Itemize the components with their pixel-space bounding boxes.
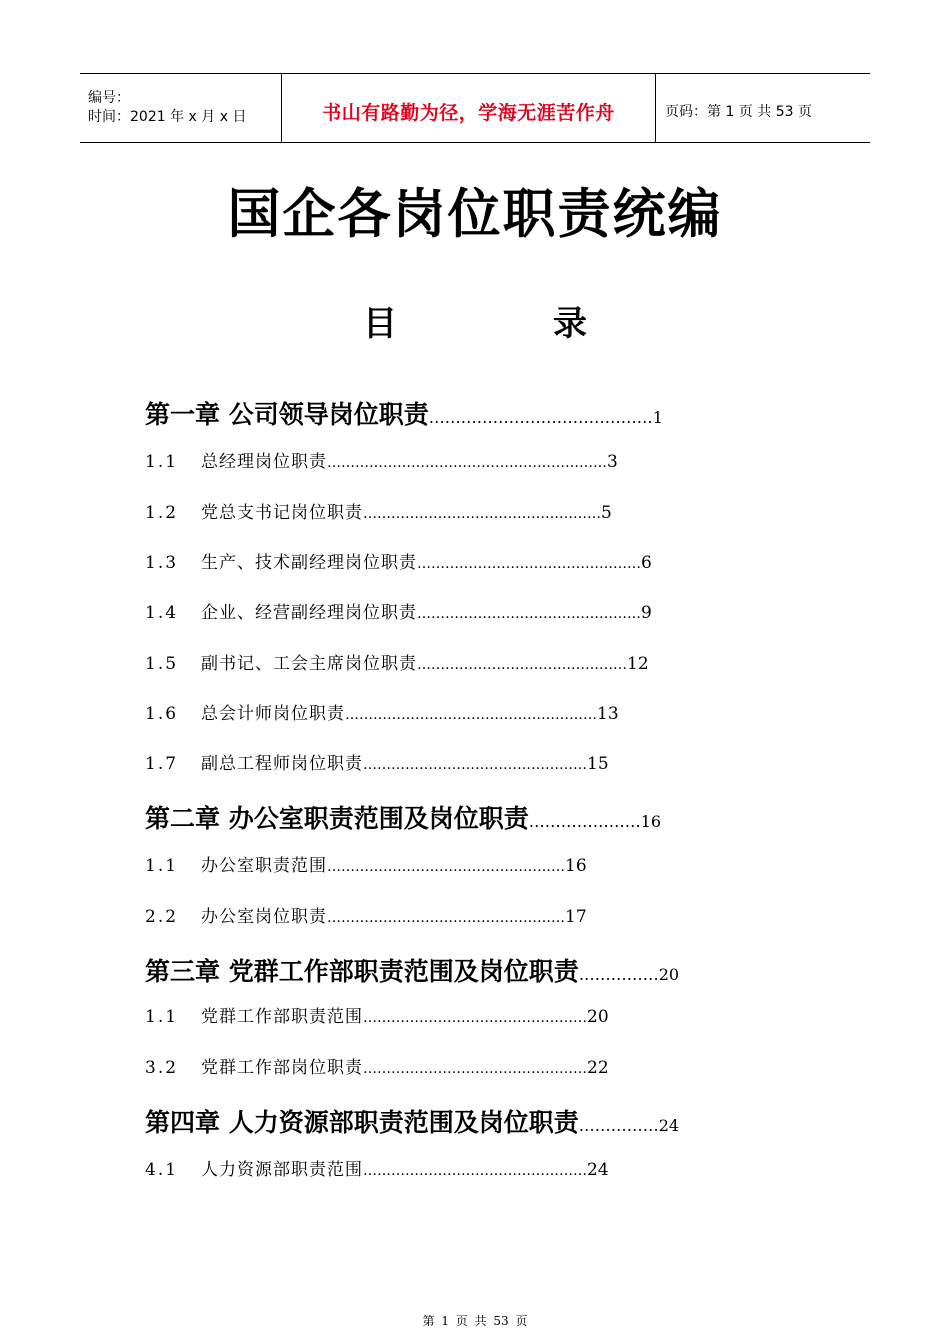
toc-entry-page: 6 — [641, 553, 652, 573]
toc-leader-dots: …………………………………………………… — [327, 455, 607, 471]
toc-entry-page: 1 — [652, 408, 663, 427]
toc-entry-page: 24 — [658, 1116, 680, 1135]
toc-leader-dots: ……………………………………………… — [345, 707, 597, 723]
toc-entry-page: 12 — [627, 654, 649, 674]
toc-entry-number: 1.2 — [145, 503, 179, 523]
document-title: 国企各岗位职责统编 — [227, 184, 723, 245]
toc-entry-number: 4.1 — [145, 1160, 179, 1180]
header-page-info: 页码：第 1 页 共 53 页 — [665, 104, 812, 120]
toc-section-entry[interactable] — [145, 598, 652, 623]
toc-entry-page: 20 — [658, 965, 680, 984]
toc-entry-number: 1.6 — [145, 704, 179, 724]
toc-leader-dots: …………… — [578, 965, 659, 984]
toc-chapter-entry[interactable] — [145, 395, 663, 431]
toc-leader-dots: …………………………………………… — [327, 910, 565, 926]
toc-leader-dots: ………………………………………… — [363, 1163, 587, 1179]
toc-entry-number: 1.3 — [145, 553, 179, 573]
toc-leader-dots: ………………………………………… — [363, 1010, 587, 1026]
toc-heading-char-2: 录 — [553, 304, 587, 344]
toc-entry-number: 3.2 — [145, 1058, 179, 1078]
toc-leader-dots: …………………………………… — [428, 408, 653, 427]
toc-section-entry[interactable] — [145, 902, 587, 927]
toc-entry-title: 办公室职责范围 — [201, 856, 327, 876]
toc-entry-page: 13 — [597, 704, 619, 724]
toc-section-entry[interactable] — [145, 447, 618, 472]
toc-section-entry[interactable] — [145, 851, 587, 876]
toc-entry-page: 3 — [607, 452, 618, 472]
toc-chapter-entry[interactable] — [145, 952, 679, 988]
toc-section-entry[interactable] — [145, 1053, 609, 1078]
toc-entry-number: 2.2 — [145, 907, 179, 927]
toc-leader-dots: …………… — [578, 1116, 659, 1135]
toc-section-entry[interactable] — [145, 548, 652, 573]
toc-leader-dots: ………………………………………… — [363, 757, 587, 773]
toc-section-entry[interactable] — [145, 498, 612, 523]
toc-entry-number: 1.1 — [145, 856, 179, 876]
toc-entry-title: 办公室岗位职责 — [201, 907, 327, 927]
toc-leader-dots: ………………………………………… — [363, 1061, 587, 1077]
toc-entry-number: 1.4 — [145, 603, 179, 623]
page-footer: 第 1 页 共 53 页 — [422, 1314, 528, 1328]
header-motto-cell — [282, 74, 656, 142]
toc-entry-title: 人力资源部职责范围 — [201, 1160, 363, 1180]
toc-heading-char-1: 目 — [363, 304, 397, 344]
toc-leader-dots: …………………………………………… — [327, 859, 565, 875]
toc-entry-title: 总会计师岗位职责 — [201, 704, 345, 724]
toc-section-entry[interactable] — [145, 699, 619, 724]
toc-section-entry[interactable] — [145, 749, 609, 774]
toc-entry-title: 第三章 党群工作部职责范围及岗位职责 — [145, 957, 579, 986]
toc-entry-number: 1.1 — [145, 1007, 179, 1027]
toc-leader-dots: ……………………………………… — [417, 657, 627, 673]
header-page-cell — [656, 74, 870, 142]
toc-chapter-entry[interactable] — [145, 799, 661, 835]
toc-entry-title: 总经理岗位职责 — [201, 452, 327, 472]
toc-entry-number: 1.1 — [145, 452, 179, 472]
toc-entry-number: 1.5 — [145, 654, 179, 674]
toc-entry-page: 16 — [640, 812, 662, 831]
toc-entry-page: 5 — [601, 503, 612, 523]
toc-section-entry[interactable] — [145, 1155, 609, 1180]
toc-chapter-entry[interactable] — [145, 1103, 679, 1139]
toc-entry-title: 党总支书记岗位职责 — [201, 503, 363, 523]
toc-entry-title: 第二章 办公室职责范围及岗位职责 — [145, 804, 529, 833]
document-number-label: 编号： — [88, 90, 130, 106]
toc-section-entry[interactable] — [145, 1002, 609, 1027]
document-header — [80, 73, 870, 143]
toc-entry-page: 24 — [587, 1160, 609, 1180]
toc-entry-title: 副总工程师岗位职责 — [201, 754, 363, 774]
header-motto: 书山有路勤为径，学海无涯苦作舟 — [322, 101, 615, 124]
toc-leader-dots: …………………………………………… — [363, 506, 601, 522]
toc-entry-title: 副书记、工会主席岗位职责 — [201, 654, 417, 674]
toc-entry-title: 党群工作部职责范围 — [201, 1007, 363, 1027]
toc-section-entry[interactable] — [145, 649, 649, 674]
toc-leader-dots: ………………… — [528, 812, 641, 831]
toc-entry-page: 9 — [641, 603, 652, 623]
toc-entry-number: 1.7 — [145, 754, 179, 774]
toc-leader-dots: ………………………………………… — [417, 556, 641, 572]
toc-heading — [0, 296, 950, 346]
toc-leader-dots: ………………………………………… — [417, 606, 641, 622]
toc-entry-page: 20 — [587, 1007, 609, 1027]
toc-entry-page: 17 — [565, 907, 587, 927]
toc-entry-page: 15 — [587, 754, 609, 774]
toc-entry-page: 22 — [587, 1058, 609, 1078]
toc-entry-title: 第一章 公司领导岗位职责 — [145, 400, 429, 429]
document-date: 时间：2021 年 x 月 x 日 — [88, 109, 247, 125]
toc-entry-title: 企业、经营副经理岗位职责 — [201, 603, 417, 623]
toc-entry-title: 党群工作部岗位职责 — [201, 1058, 363, 1078]
toc-entry-title: 第四章 人力资源部职责范围及岗位职责 — [145, 1108, 579, 1137]
header-meta-cell — [80, 74, 282, 142]
toc-entry-page: 16 — [565, 856, 587, 876]
toc-entry-title: 生产、技术副经理岗位职责 — [201, 553, 417, 573]
